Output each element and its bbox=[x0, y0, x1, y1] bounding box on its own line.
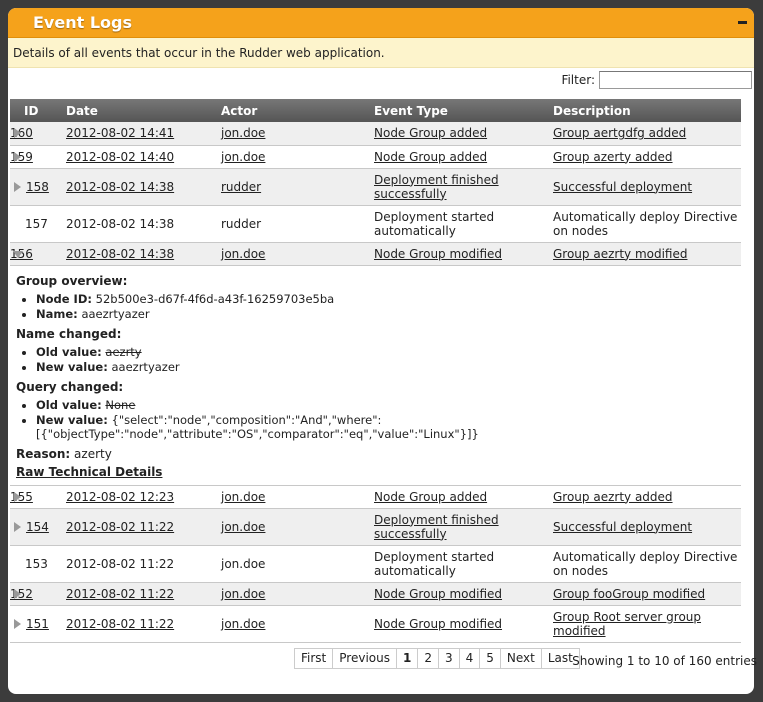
pagination bbox=[294, 648, 579, 669]
new-value-label: New value: bbox=[36, 412, 108, 427]
list-item bbox=[36, 398, 741, 412]
event-description-link[interactable]: Group azerty added bbox=[553, 149, 673, 164]
table-row[interactable] bbox=[10, 605, 741, 642]
table-row[interactable] bbox=[10, 242, 741, 265]
event-date-link[interactable]: 2012-08-02 11:22 bbox=[66, 586, 175, 601]
group-overview-title: Group overview: bbox=[16, 273, 128, 288]
table-row bbox=[10, 205, 741, 242]
table-row[interactable] bbox=[10, 485, 741, 508]
event-id: 153 bbox=[25, 556, 48, 571]
table-row[interactable] bbox=[10, 582, 741, 605]
expand-arrow-icon[interactable] bbox=[14, 522, 21, 532]
table-row[interactable] bbox=[10, 122, 741, 145]
event-actor: jon.doe bbox=[221, 556, 266, 571]
event-type: Deployment started automatically bbox=[374, 549, 495, 578]
event-actor-link[interactable]: jon.doe bbox=[221, 126, 266, 141]
table-header-row bbox=[10, 99, 741, 122]
event-type-link[interactable]: Node Group added bbox=[374, 489, 488, 504]
old-value-label: Old value: bbox=[36, 397, 102, 412]
column-header-actor[interactable]: Actor bbox=[221, 99, 374, 122]
event-description-link[interactable]: Successful deployment bbox=[553, 179, 693, 194]
event-description-link[interactable]: Group Root server group modified bbox=[553, 609, 702, 638]
list-item bbox=[36, 292, 741, 306]
name-changed-list bbox=[36, 345, 741, 374]
entries-count: Showing 1 to 10 of 160 entries bbox=[572, 654, 757, 668]
list-item bbox=[36, 413, 741, 441]
event-type-link[interactable]: Node Group modified bbox=[374, 246, 503, 261]
event-log-table bbox=[10, 99, 741, 643]
list-item bbox=[36, 360, 741, 374]
event-date-link[interactable]: 2012-08-02 11:22 bbox=[66, 519, 175, 534]
expand-arrow-icon[interactable] bbox=[14, 128, 21, 138]
expand-arrow-icon[interactable] bbox=[14, 589, 21, 599]
event-description: Automatically deploy Directive on nodes bbox=[553, 209, 738, 238]
event-description-link[interactable]: Successful deployment bbox=[553, 519, 693, 534]
event-id-link[interactable]: 154 bbox=[26, 519, 49, 534]
filter-row bbox=[561, 71, 752, 89]
pager-page-1[interactable]: 1 bbox=[396, 648, 418, 669]
table-row[interactable] bbox=[10, 168, 741, 205]
event-actor-link[interactable]: jon.doe bbox=[221, 149, 266, 164]
column-header-description[interactable]: Description bbox=[553, 99, 741, 122]
pager-page-4[interactable]: 4 bbox=[459, 648, 481, 669]
query-changed-title: Query changed: bbox=[16, 379, 124, 394]
event-actor-link[interactable]: jon.doe bbox=[221, 586, 266, 601]
new-value-label: New value: bbox=[36, 359, 108, 374]
collapse-arrow-icon[interactable] bbox=[13, 251, 23, 258]
group-overview-list bbox=[36, 292, 741, 321]
event-actor-link[interactable]: rudder bbox=[221, 179, 262, 194]
event-actor-link[interactable]: jon.doe bbox=[221, 246, 266, 261]
pager-first-button[interactable]: First bbox=[294, 648, 333, 669]
column-header-event-type[interactable]: Event Type bbox=[374, 99, 553, 122]
table-row bbox=[10, 545, 741, 582]
event-type-link[interactable]: Deployment finished successfully bbox=[374, 172, 499, 201]
expand-arrow-icon[interactable] bbox=[14, 182, 21, 192]
event-date-link[interactable]: 2012-08-02 14:40 bbox=[66, 149, 175, 164]
filter-label: Filter: bbox=[561, 73, 595, 87]
column-header-id[interactable]: ID bbox=[10, 99, 66, 122]
raw-technical-details-link[interactable]: Raw Technical Details bbox=[16, 464, 163, 479]
query-old-value: None bbox=[105, 397, 136, 412]
pager-last-button[interactable]: Last bbox=[541, 648, 580, 669]
event-date-link[interactable]: 2012-08-02 14:38 bbox=[66, 246, 175, 261]
event-date-link[interactable]: 2012-08-02 14:41 bbox=[66, 126, 175, 141]
expand-arrow-icon[interactable] bbox=[14, 619, 21, 629]
event-date: 2012-08-02 11:22 bbox=[66, 556, 175, 571]
expand-arrow-icon[interactable] bbox=[14, 492, 21, 502]
pager-page-3[interactable]: 3 bbox=[438, 648, 460, 669]
panel-intro: Details of all events that occur in the Rudder web application. bbox=[8, 38, 754, 68]
event-details-row bbox=[10, 265, 741, 485]
filter-input[interactable] bbox=[599, 71, 752, 89]
node-id-value: 52b500e3-d67f-4f6d-a43f-16259703e5ba bbox=[95, 291, 335, 306]
event-description: Automatically deploy Directive on nodes bbox=[553, 549, 738, 578]
event-id: 157 bbox=[25, 216, 48, 231]
event-id-link[interactable]: 156 bbox=[10, 246, 33, 261]
event-date-link[interactable]: 2012-08-02 14:38 bbox=[66, 179, 175, 194]
event-type-link[interactable]: Node Group added bbox=[374, 126, 488, 141]
expand-arrow-icon[interactable] bbox=[14, 152, 21, 162]
event-date-link[interactable]: 2012-08-02 11:22 bbox=[66, 616, 175, 631]
event-description-link[interactable]: Group aertgdfg added bbox=[553, 126, 687, 141]
pager-page-5[interactable]: 5 bbox=[479, 648, 501, 669]
reason-label: Reason: bbox=[16, 446, 71, 461]
event-actor-link[interactable]: jon.doe bbox=[221, 519, 266, 534]
name-new-value: aaezrtyazer bbox=[111, 359, 180, 374]
event-details bbox=[10, 265, 741, 485]
pager-next-button[interactable]: Next bbox=[500, 648, 542, 669]
name-changed-title: Name changed: bbox=[16, 326, 122, 341]
event-type-link[interactable]: Deployment finished successfully bbox=[374, 512, 499, 541]
event-id-link[interactable]: 155 bbox=[10, 489, 33, 504]
pager-page-2[interactable]: 2 bbox=[417, 648, 439, 669]
panel-title: Event Logs bbox=[33, 13, 132, 32]
reason bbox=[16, 447, 741, 461]
event-id-link[interactable]: 160 bbox=[10, 126, 33, 141]
event-id-link[interactable]: 152 bbox=[10, 586, 33, 601]
event-type-link[interactable]: Node Group modified bbox=[374, 616, 503, 631]
node-id-label: Node ID: bbox=[36, 291, 92, 306]
panel-header bbox=[8, 8, 754, 38]
column-header-date[interactable]: Date bbox=[66, 99, 221, 122]
query-changed-list bbox=[36, 398, 741, 441]
event-id-link[interactable]: 151 bbox=[26, 616, 49, 631]
name-value: aaezrtyazer bbox=[81, 306, 150, 321]
event-actor-link[interactable]: jon.doe bbox=[221, 489, 266, 504]
event-description-link[interactable]: Group aezrty modified bbox=[553, 246, 688, 261]
query-new-value-line1: {"select":"node","composition":"And","where": bbox=[111, 412, 382, 427]
old-value-label: Old value: bbox=[36, 344, 102, 359]
list-item bbox=[36, 345, 741, 359]
table-row[interactable] bbox=[10, 508, 741, 545]
event-type: Deployment started automatically bbox=[374, 209, 495, 238]
pager-previous-button[interactable]: Previous bbox=[332, 648, 397, 669]
event-date: 2012-08-02 14:38 bbox=[66, 216, 175, 231]
list-item bbox=[36, 307, 741, 321]
query-new-value-line2: [{"objectType":"node","attribute":"OS","comparator":"eq","value":"Linux"}]} bbox=[36, 426, 479, 441]
table-row[interactable] bbox=[10, 145, 741, 168]
reason-value: azerty bbox=[74, 446, 112, 461]
event-description-link[interactable]: Group fooGroup modified bbox=[553, 586, 706, 601]
event-date-link[interactable]: 2012-08-02 12:23 bbox=[66, 489, 175, 504]
event-type-link[interactable]: Node Group modified bbox=[374, 586, 503, 601]
collapse-icon[interactable] bbox=[736, 17, 748, 29]
name-old-value: aezrty bbox=[105, 344, 142, 359]
event-id-link[interactable]: 158 bbox=[26, 179, 49, 194]
name-label: Name: bbox=[36, 306, 78, 321]
event-type-link[interactable]: Node Group added bbox=[374, 149, 488, 164]
event-id-link[interactable]: 159 bbox=[10, 149, 33, 164]
event-actor-link[interactable]: jon.doe bbox=[221, 616, 266, 631]
event-description-link[interactable]: Group aezrty added bbox=[553, 489, 673, 504]
event-actor: rudder bbox=[221, 216, 262, 231]
